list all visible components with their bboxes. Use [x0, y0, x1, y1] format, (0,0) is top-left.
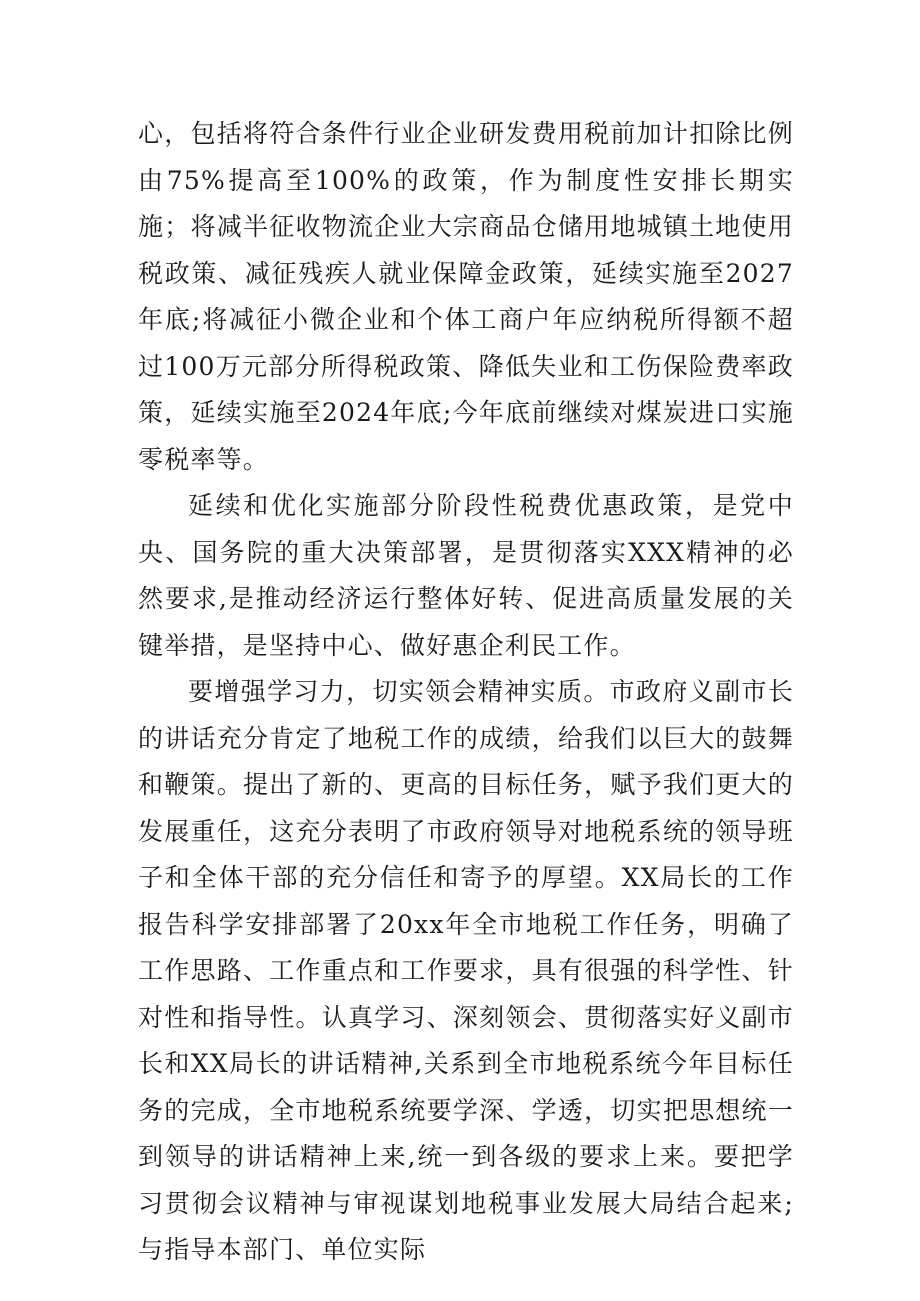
paragraph-continuation: 心，包括将符合条件行业企业研发费用税前加计扣除比例由75%提高至100%的政策，作为制度性安排长期实施；将减半征收物流企业大宗商品仓储用地城镇土地使用税政策、减征残疾人就业保障金政策，延续实施至2027年底;将减征小微企业和个体工商户年应纳税所得额不超过100万元部分所得税政策、降低失业和工伤保险费率政策，延续实施至2024年底;今年底前继续对煤炭进口实施零税率等。	[138, 119, 794, 474]
document-body	[138, 111, 794, 1274]
paragraph-study-spirit: 要增强学习力，切实领会精神实质。市政府义副市长的讲话充分肯定了地税工作的成绩，给我们以巨大的鼓舞和鞭策。提出了新的、更高的目标任务，赋予我们更大的发展重任，这充分表明了市政府领导对地税系统的领导班子和全体干部的充分信任和寄予的厚望。XX局长的工作报告科学安排部署了20xx年全市地税工作任务，明确了工作思路、工作重点和工作要求，具有很强的科学性、针对性和指导性。认真学习、深刻领会、贯彻落实好义副市长和XX局长的讲话精神,关系到全市地税系统今年目标任务的完成，全市地税系统要学深、学透，切实把思想统一到领导的讲话精神上来,统一到各级的要求上来。要把学习贯彻会议精神与审视谋划地税事业发展大局结合起来;与指导本部门、单位实际	[138, 677, 794, 1264]
paragraph-policy-significance: 延续和优化实施部分阶段性税费优惠政策，是党中央、国务院的重大决策部署，是贯彻落实XXX精神的必然要求,是推动经济运行整体好转、促进高质量发展的关键举措，是坚持中心、做好惠企利民工作。	[138, 491, 794, 660]
